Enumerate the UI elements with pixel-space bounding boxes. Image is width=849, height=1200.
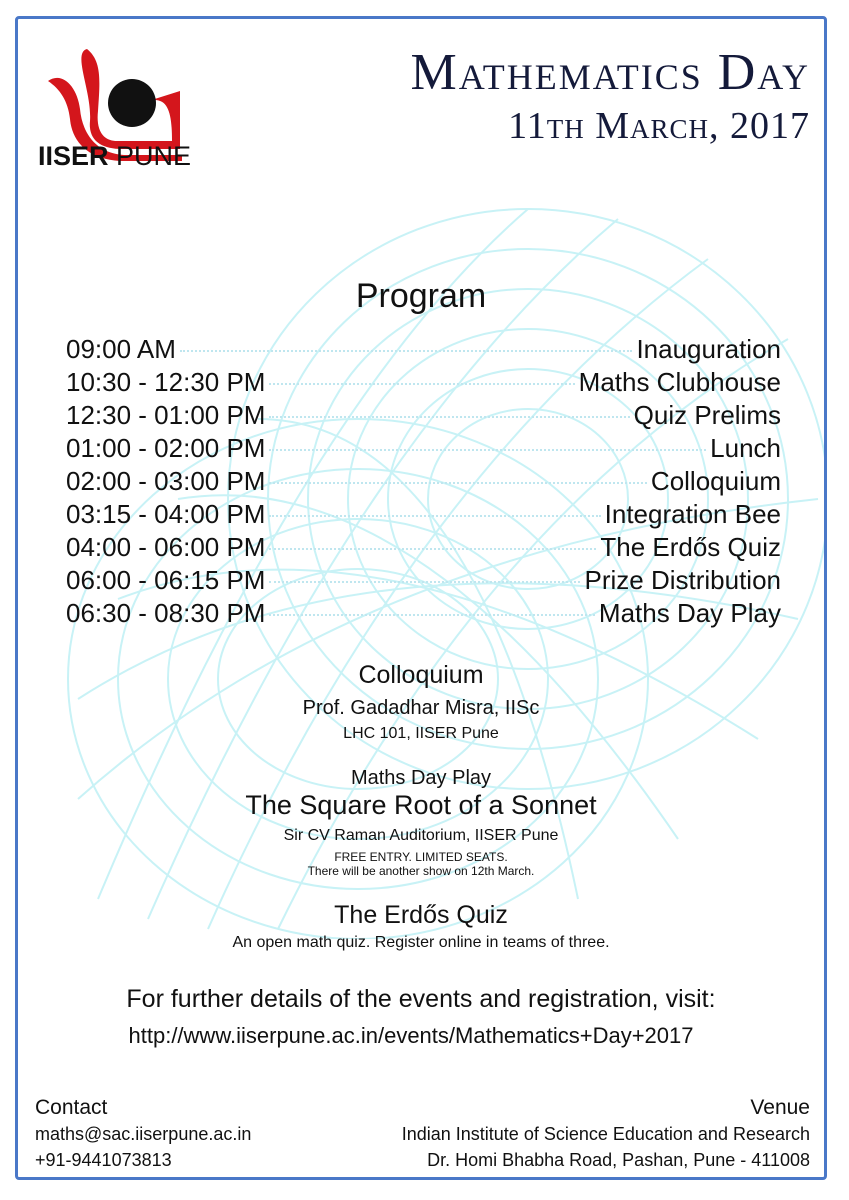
schedule-row bbox=[66, 367, 781, 400]
dotted-leader bbox=[269, 416, 629, 418]
dotted-leader bbox=[269, 581, 580, 583]
schedule-row bbox=[66, 433, 781, 466]
further-details-text: For further details of the events and registration, visit: bbox=[126, 985, 716, 1013]
schedule-event: The Erdős Quiz bbox=[600, 532, 781, 562]
schedule-time: 03:15 - 04:00 PM bbox=[66, 499, 266, 529]
poster-header bbox=[411, 43, 811, 149]
logo-wordmark-bold: IISER bbox=[38, 141, 109, 171]
schedule-time: 02:00 - 03:00 PM bbox=[66, 466, 266, 496]
quiz-heading: The Erdős Quiz bbox=[334, 901, 508, 929]
dotted-leader bbox=[269, 515, 600, 517]
schedule-time: 04:00 - 06:00 PM bbox=[66, 532, 266, 562]
schedule-row bbox=[66, 400, 781, 433]
program-heading: Program bbox=[355, 277, 487, 315]
contact-heading: Contact bbox=[35, 1096, 108, 1119]
schedule-time: 09:00 AM bbox=[66, 334, 176, 364]
schedule-row bbox=[66, 334, 781, 367]
schedule-event: Quiz Prelims bbox=[633, 400, 781, 430]
schedule-event: Prize Distribution bbox=[584, 565, 781, 595]
dotted-leader bbox=[269, 614, 594, 616]
schedule-event: Maths Day Play bbox=[598, 598, 781, 628]
venue-heading: Venue bbox=[750, 1096, 810, 1119]
play-note-free-entry: FREE ENTRY. LIMITED SEATS. bbox=[334, 850, 508, 864]
poster-date: 11th March, 2017 bbox=[508, 105, 810, 147]
logo-wordmark bbox=[38, 141, 191, 172]
contact-block bbox=[35, 1095, 251, 1173]
schedule-row bbox=[66, 499, 781, 532]
schedule-event: Inauguration bbox=[636, 334, 781, 364]
quiz-description: An open math quiz. Register online in teams of three. bbox=[232, 934, 610, 951]
venue-address: Dr. Homi Bhabha Road, Pashan, Pune - 411008 bbox=[427, 1150, 810, 1170]
schedule-row bbox=[66, 565, 781, 598]
colloquium-speaker: Prof. Gadadhar Misra, IISc bbox=[302, 697, 540, 719]
play-location: Sir CV Raman Auditorium, IISER Pune bbox=[283, 827, 559, 844]
dotted-leader bbox=[180, 350, 633, 352]
dotted-leader bbox=[269, 482, 646, 484]
schedule-row bbox=[66, 466, 781, 499]
play-heading: Maths Day Play bbox=[350, 767, 492, 789]
dotted-leader bbox=[269, 449, 706, 451]
schedule-time: 06:00 - 06:15 PM bbox=[66, 565, 266, 595]
schedule-row bbox=[66, 532, 781, 565]
dotted-leader bbox=[269, 383, 574, 385]
poster-title: Mathematics Day bbox=[410, 44, 810, 101]
schedule-event: Lunch bbox=[710, 433, 781, 463]
schedule-time: 10:30 - 12:30 PM bbox=[66, 367, 266, 397]
venue-institute: Indian Institute of Science Education and Research bbox=[401, 1124, 810, 1144]
play-note-another-show: There will be another show on 12th March. bbox=[307, 864, 535, 878]
schedule-row bbox=[66, 598, 781, 631]
schedule-time: 01:00 - 02:00 PM bbox=[66, 433, 266, 463]
event-url-link[interactable]: http://www.iiserpune.ac.in/events/Mathematics+Day+2017 bbox=[128, 1023, 694, 1048]
schedule-event: Colloquium bbox=[650, 466, 781, 496]
colloquium-location: LHC 101, IISER Pune bbox=[343, 725, 499, 742]
poster-frame bbox=[15, 16, 827, 1180]
contact-phone: +91-9441073813 bbox=[35, 1150, 172, 1170]
venue-block bbox=[402, 1095, 810, 1173]
schedule-time: 12:30 - 01:00 PM bbox=[66, 400, 266, 430]
logo-wordmark-regular: PUNE bbox=[108, 141, 192, 171]
dotted-leader bbox=[269, 548, 596, 550]
program-schedule bbox=[66, 334, 781, 631]
colloquium-heading: Colloquium bbox=[358, 661, 484, 689]
schedule-time: 06:30 - 08:30 PM bbox=[66, 598, 266, 628]
schedule-event: Integration Bee bbox=[604, 499, 781, 529]
schedule-event: Maths Clubhouse bbox=[578, 367, 781, 397]
play-title: The Square Root of a Sonnet bbox=[245, 790, 597, 820]
contact-email-link[interactable]: maths@sac.iiserpune.ac.in bbox=[35, 1124, 252, 1144]
